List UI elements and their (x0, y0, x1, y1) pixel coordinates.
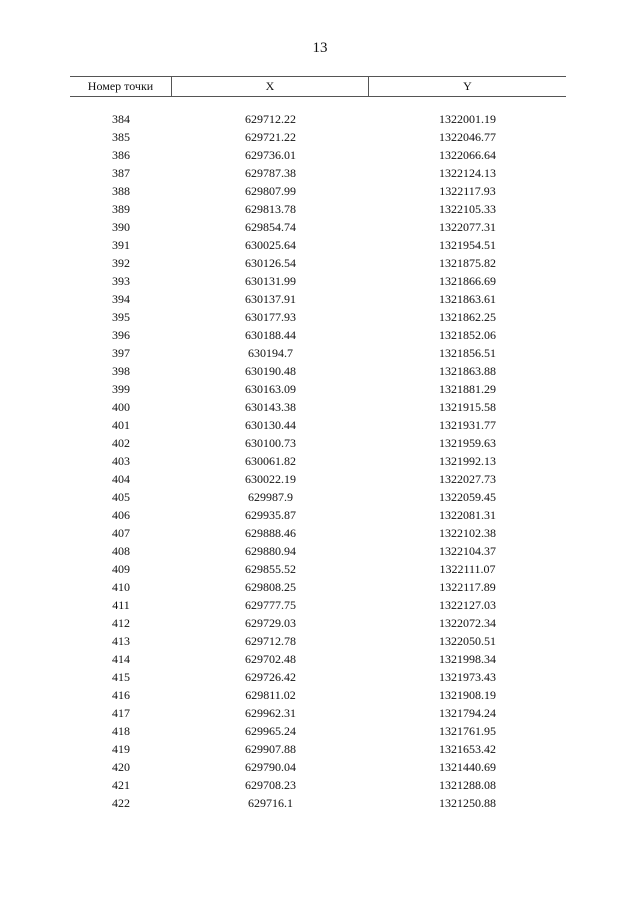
table-row (70, 794, 566, 812)
table-row (70, 758, 566, 776)
point-number-cell: 408 (112, 544, 130, 558)
table-row (70, 722, 566, 740)
x-coordinate-cell: 629808.25 (245, 580, 296, 594)
x-coordinate-cell: 629935.87 (245, 508, 296, 522)
x-coordinate-cell: 629813.78 (245, 202, 296, 216)
point-number-cell: 393 (112, 274, 130, 288)
point-number-cell: 397 (112, 346, 130, 360)
x-coordinate-cell: 629721.22 (245, 130, 296, 144)
x-coordinate-cell: 629880.94 (245, 544, 296, 558)
y-coordinate-cell: 1322077.31 (439, 220, 496, 234)
x-coordinate-cell: 630194.7 (248, 346, 293, 360)
table-row (70, 416, 566, 434)
point-number-cell: 409 (112, 562, 130, 576)
y-coordinate-cell: 1321863.88 (439, 364, 496, 378)
table-row (70, 218, 566, 236)
table-row (70, 686, 566, 704)
y-coordinate-cell: 1322111.07 (439, 562, 496, 576)
point-number-cell: 419 (112, 742, 130, 756)
table-row (70, 344, 566, 362)
table-row (70, 308, 566, 326)
y-coordinate-cell: 1322072.34 (439, 616, 496, 630)
y-coordinate-cell: 1321862.25 (439, 310, 496, 324)
x-coordinate-cell: 629702.48 (245, 652, 296, 666)
x-coordinate-cell: 630100.73 (245, 436, 296, 450)
table-row (70, 542, 566, 560)
point-number-cell: 406 (112, 508, 130, 522)
y-coordinate-cell: 1321998.34 (439, 652, 496, 666)
point-number-cell: 387 (112, 166, 130, 180)
table-row (70, 524, 566, 542)
x-coordinate-cell: 630025.64 (245, 238, 296, 252)
point-number-cell: 390 (112, 220, 130, 234)
y-coordinate-cell: 1322046.77 (439, 130, 496, 144)
x-coordinate-cell: 629962.31 (245, 706, 296, 720)
point-number-cell: 405 (112, 490, 130, 504)
x-coordinate-cell: 629888.46 (245, 526, 296, 540)
table-row (70, 110, 566, 128)
point-number-cell: 403 (112, 454, 130, 468)
column-header-point-number: Номер точки (70, 77, 172, 96)
table-row (70, 452, 566, 470)
table-row (70, 470, 566, 488)
table-row (70, 254, 566, 272)
y-coordinate-cell: 1321954.51 (439, 238, 496, 252)
point-number-cell: 394 (112, 292, 130, 306)
table-row (70, 776, 566, 794)
table-row (70, 380, 566, 398)
x-coordinate-cell: 629965.24 (245, 724, 296, 738)
y-coordinate-cell: 1321992.13 (439, 454, 496, 468)
table-row (70, 146, 566, 164)
y-coordinate-cell: 1321856.51 (439, 346, 496, 360)
y-coordinate-cell: 1322117.89 (439, 580, 496, 594)
x-coordinate-cell: 629854.74 (245, 220, 296, 234)
point-number-cell: 401 (112, 418, 130, 432)
table-row (70, 578, 566, 596)
x-coordinate-cell: 630188.44 (245, 328, 296, 342)
table-row (70, 236, 566, 254)
point-number-cell: 410 (112, 580, 130, 594)
x-coordinate-cell: 629708.23 (245, 778, 296, 792)
point-number-cell: 415 (112, 670, 130, 684)
y-coordinate-cell: 1321250.88 (439, 796, 496, 810)
y-coordinate-cell: 1322104.37 (439, 544, 496, 558)
table-row (70, 200, 566, 218)
x-coordinate-cell: 629726.42 (245, 670, 296, 684)
point-number-cell: 388 (112, 184, 130, 198)
y-coordinate-cell: 1322027.73 (439, 472, 496, 486)
table-row (70, 272, 566, 290)
point-number-cell: 416 (112, 688, 130, 702)
table-row (70, 362, 566, 380)
point-number-cell: 418 (112, 724, 130, 738)
point-number-cell: 413 (112, 634, 130, 648)
y-coordinate-cell: 1321863.61 (439, 292, 496, 306)
x-coordinate-cell: 629712.78 (245, 634, 296, 648)
table-row (70, 596, 566, 614)
table-row (70, 632, 566, 650)
table-row (70, 650, 566, 668)
point-number-cell: 384 (112, 112, 130, 126)
point-number-cell: 386 (112, 148, 130, 162)
x-coordinate-cell: 629787.38 (245, 166, 296, 180)
y-coordinate-cell: 1322081.31 (439, 508, 496, 522)
y-coordinate-cell: 1321653.42 (439, 742, 496, 756)
x-coordinate-cell: 629712.22 (245, 112, 296, 126)
x-coordinate-cell: 630131.99 (245, 274, 296, 288)
y-coordinate-cell: 1322001.19 (439, 112, 496, 126)
y-coordinate-cell: 1321973.43 (439, 670, 496, 684)
table-row (70, 506, 566, 524)
table-row (70, 326, 566, 344)
x-coordinate-cell: 630137.91 (245, 292, 296, 306)
table-row (70, 560, 566, 578)
table-row (70, 434, 566, 452)
column-header-x: X (172, 77, 369, 96)
point-number-cell: 407 (112, 526, 130, 540)
y-coordinate-cell: 1321794.24 (439, 706, 496, 720)
page-number: 13 (312, 40, 328, 56)
y-coordinate-cell: 1321866.69 (439, 274, 496, 288)
x-coordinate-cell: 629729.03 (245, 616, 296, 630)
point-number-cell: 392 (112, 256, 130, 270)
x-coordinate-cell: 630163.09 (245, 382, 296, 396)
table-row (70, 398, 566, 416)
y-coordinate-cell: 1322059.45 (439, 490, 496, 504)
y-coordinate-cell: 1322050.51 (439, 634, 496, 648)
y-coordinate-cell: 1322127.03 (439, 598, 496, 612)
x-coordinate-cell: 630190.48 (245, 364, 296, 378)
point-number-cell: 385 (112, 130, 130, 144)
point-number-cell: 411 (112, 598, 130, 612)
x-coordinate-cell: 630126.54 (245, 256, 296, 270)
x-coordinate-cell: 630177.93 (245, 310, 296, 324)
point-number-cell: 420 (112, 760, 130, 774)
y-coordinate-cell: 1322105.33 (439, 202, 496, 216)
x-coordinate-cell: 629807.99 (245, 184, 296, 198)
point-number-cell: 399 (112, 382, 130, 396)
point-number-cell: 389 (112, 202, 130, 216)
y-coordinate-cell: 1321288.08 (439, 778, 496, 792)
table-row (70, 128, 566, 146)
x-coordinate-cell: 629736.01 (245, 148, 296, 162)
y-coordinate-cell: 1321931.77 (439, 418, 496, 432)
point-number-cell: 395 (112, 310, 130, 324)
point-number-cell: 422 (112, 796, 130, 810)
y-coordinate-cell: 1321875.82 (439, 256, 496, 270)
x-coordinate-cell: 630130.44 (245, 418, 296, 432)
y-coordinate-cell: 1322102.38 (439, 526, 496, 540)
y-coordinate-cell: 1321915.58 (439, 400, 496, 414)
table-row (70, 668, 566, 686)
table-row (70, 614, 566, 632)
point-number-cell: 412 (112, 616, 130, 630)
table-row (70, 164, 566, 182)
table-row (70, 182, 566, 200)
y-coordinate-cell: 1321959.63 (439, 436, 496, 450)
point-number-cell: 400 (112, 400, 130, 414)
table-row (70, 704, 566, 722)
table-header (70, 76, 566, 97)
point-number-cell: 404 (112, 472, 130, 486)
y-coordinate-cell: 1321761.95 (439, 724, 496, 738)
y-coordinate-cell: 1321440.69 (439, 760, 496, 774)
point-number-cell: 398 (112, 364, 130, 378)
x-coordinate-cell: 629987.9 (248, 490, 293, 504)
table-row (70, 290, 566, 308)
x-coordinate-cell: 629907.88 (245, 742, 296, 756)
x-coordinate-cell: 629716.1 (248, 796, 293, 810)
point-number-cell: 391 (112, 238, 130, 252)
y-coordinate-cell: 1322124.13 (439, 166, 496, 180)
table-row (70, 488, 566, 506)
x-coordinate-cell: 629777.75 (245, 598, 296, 612)
x-coordinate-cell: 629790.04 (245, 760, 296, 774)
x-coordinate-cell: 630022.19 (245, 472, 296, 486)
point-number-cell: 421 (112, 778, 130, 792)
point-number-cell: 417 (112, 706, 130, 720)
y-coordinate-cell: 1321908.19 (439, 688, 496, 702)
point-number-cell: 396 (112, 328, 130, 342)
column-header-y: Y (463, 79, 472, 93)
y-coordinate-cell: 1322066.64 (439, 148, 496, 162)
y-coordinate-cell: 1321881.29 (439, 382, 496, 396)
coordinates-table-body (70, 110, 566, 812)
x-coordinate-cell: 630061.82 (245, 454, 296, 468)
x-coordinate-cell: 630143.38 (245, 400, 296, 414)
table-row (70, 740, 566, 758)
x-coordinate-cell: 629855.52 (245, 562, 296, 576)
y-coordinate-cell: 1321852.06 (439, 328, 496, 342)
point-number-cell: 402 (112, 436, 130, 450)
y-coordinate-cell: 1322117.93 (439, 184, 496, 198)
x-coordinate-cell: 629811.02 (245, 688, 296, 702)
point-number-cell: 414 (112, 652, 130, 666)
